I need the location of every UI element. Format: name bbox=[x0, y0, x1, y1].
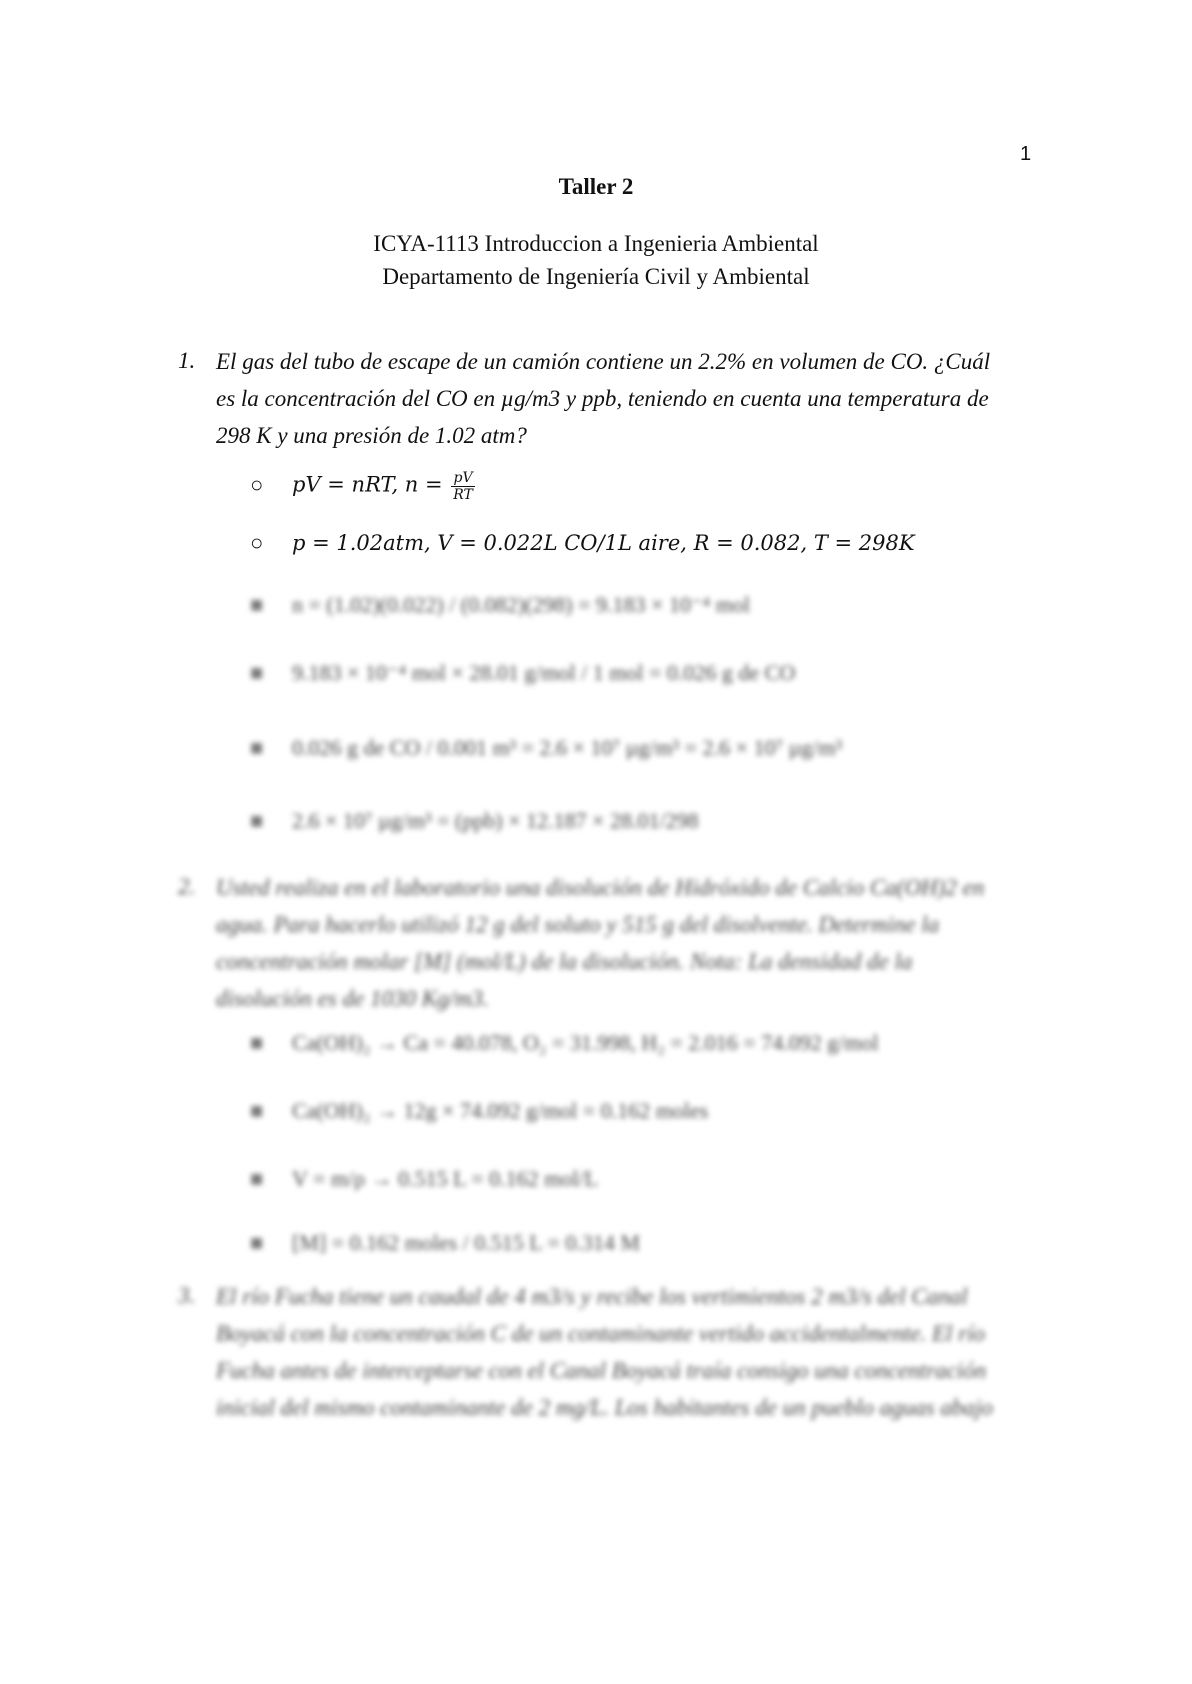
square-bullet-icon: ■ bbox=[250, 1030, 264, 1055]
document-title: Taller 2 bbox=[558, 174, 634, 199]
q2-item-moles bbox=[250, 1098, 708, 1124]
question-2-line-4: disolución es de 1030 Kg/m3. bbox=[216, 986, 489, 1011]
q1-item-moles bbox=[250, 592, 750, 618]
question-2-text bbox=[216, 869, 1036, 1017]
q2-item-molar-mass bbox=[250, 1030, 879, 1056]
q1-item-concentration bbox=[250, 735, 842, 761]
q1-item-ppb bbox=[250, 808, 699, 834]
ideal-gas-equation: pV = nRT, n = bbox=[292, 472, 450, 497]
question-3-line-1: El río Fucha tiene un caudal de 4 m3/s y recibe los vertimientos 2 m3/s del Canal bbox=[216, 1284, 968, 1309]
question-2-line-1: Usted realiza en el laboratorio una disolución de Hidróxido de Calcio Ca(OH)2 en bbox=[216, 875, 985, 900]
square-bullet-icon: ■ bbox=[250, 1230, 264, 1255]
square-bullet-icon: ■ bbox=[250, 592, 264, 617]
q2-item-molarity bbox=[250, 1230, 640, 1256]
question-3-line-3: Fucha antes de interceptarse con el Canal Boyacá traía consigo una concentración bbox=[216, 1358, 987, 1383]
question-2-line-3: concentración molar [M] (mol/L) de la disolución. Nota: La densidad de la bbox=[216, 949, 913, 974]
question-3-text bbox=[216, 1278, 1036, 1426]
q1-item-ideal-gas bbox=[250, 470, 477, 503]
square-bullet-icon: ■ bbox=[250, 735, 264, 760]
course-line: ICYA-1113 Introduccion a Ingenieria Ambiental bbox=[373, 231, 819, 256]
square-bullet-icon: ■ bbox=[250, 660, 264, 685]
question-1-line-1: El gas del tubo de escape de un camión contiene un 2.2% en volumen de CO. ¿Cuál bbox=[216, 349, 991, 374]
moles-calculation: Ca(OH)₂ → 12g × 74.092 g/mol = 0.162 moles bbox=[292, 1098, 709, 1123]
question-3-line-2: Boyacá con la concentración C de un contaminante vertido accidentalmente. El río bbox=[216, 1321, 986, 1346]
fraction-denominator: RT bbox=[453, 487, 473, 503]
question-1-line-2: es la concentración del CO en µg/m3 y ppb, teniendo en cuenta una temperatura de bbox=[216, 386, 989, 411]
concentration-calculation: 0.026 g de CO / 0.001 m³ = 2.6 × 10⁷ µg/m³ = 2.6 × 10⁷ µg/m³ bbox=[292, 735, 843, 760]
square-bullet-icon: ■ bbox=[250, 808, 264, 833]
q2-item-volume bbox=[250, 1166, 598, 1192]
given-values: p = 1.02atm, V = 0.022L CO/1L aire, R = 0.082, T = 298K bbox=[292, 531, 915, 555]
ppb-calculation: 2.6 × 10⁷ µg/m³ = (ppb) × 12.187 × 28.01/298 bbox=[292, 808, 699, 833]
question-3-number: 3. bbox=[178, 1283, 196, 1308]
fraction-pv-rt bbox=[451, 470, 475, 503]
question-1-number: 1. bbox=[178, 348, 196, 373]
q1-item-mass bbox=[250, 660, 795, 686]
square-bullet-icon: ■ bbox=[250, 1098, 264, 1123]
mass-calculation: 9.183 × 10⁻⁴ mol × 28.01 g/mol / 1 mol = 0.026 g de CO bbox=[292, 660, 796, 685]
square-bullet-icon: ■ bbox=[250, 1166, 264, 1191]
circle-bullet-icon: ○ bbox=[250, 530, 264, 555]
question-3-line-4: inicial del mismo contaminante de 2 mg/L. Los habitantes de un pueblo aguas abajo bbox=[216, 1395, 993, 1420]
department-line: Departamento de Ingeniería Civil y Ambiental bbox=[382, 264, 810, 289]
question-2-number: 2. bbox=[178, 874, 196, 899]
fraction-numerator: pV bbox=[451, 470, 475, 487]
page-number: 1 bbox=[1020, 143, 1032, 165]
molar-mass-calculation: Ca(OH)₂ → Ca = 40.078, O₂ = 31.998, H₂ = 2.016 = 74.092 g/mol bbox=[292, 1030, 879, 1055]
question-1-text bbox=[216, 343, 1036, 454]
circle-bullet-icon: ○ bbox=[250, 471, 264, 497]
question-1-line-3: 298 K y una presión de 1.02 atm? bbox=[216, 423, 527, 448]
q1-item-values bbox=[250, 530, 915, 556]
moles-calculation: n = (1.02)(0.022) / (0.082)(298) = 9.183 × 10⁻⁴ mol bbox=[292, 592, 750, 617]
volume-calculation: V = m/ρ → 0.515 L = 0.162 mol/L bbox=[292, 1166, 598, 1191]
molarity-calculation: [M] = 0.162 moles / 0.515 L = 0.314 M bbox=[292, 1230, 640, 1255]
question-2-line-2: agua. Para hacerlo utilizó 12 g del soluto y 515 g del disolvente. Determine la bbox=[216, 912, 940, 937]
